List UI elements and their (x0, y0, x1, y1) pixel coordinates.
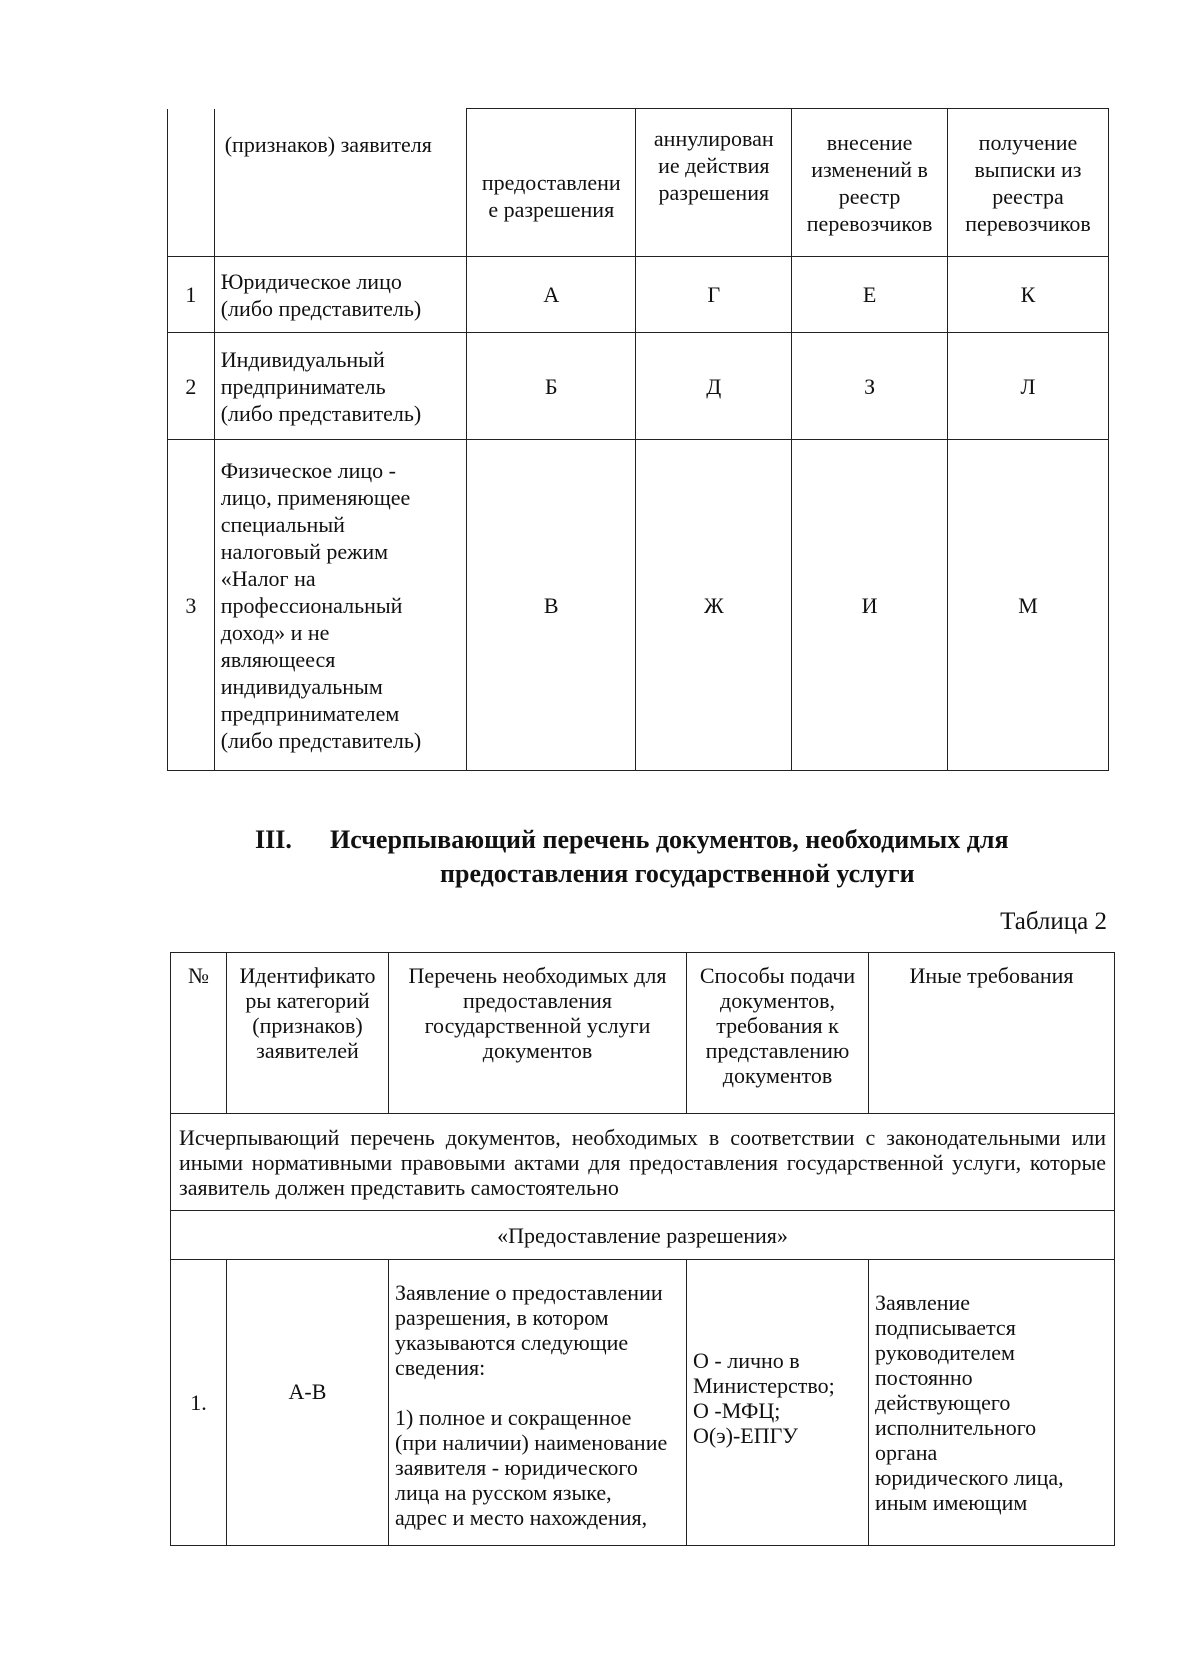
way-text: О -МФЦ; (693, 1397, 781, 1423)
header-text: документов, (720, 988, 835, 1013)
document-text: (при наличии) наименование (395, 1430, 668, 1455)
intro-row (171, 1114, 1115, 1211)
document-text: указываются следующие (395, 1330, 629, 1355)
requirement-text: Заявление (875, 1290, 971, 1315)
category-letter: Г (636, 257, 792, 333)
row-category (214, 333, 466, 440)
header-text: предоставления (463, 988, 612, 1013)
document-text: 1) полное и сокращенное (395, 1405, 632, 1430)
table1-header-row (168, 109, 1109, 257)
row-number: 3 (168, 440, 215, 771)
header-text: государственной услуги (424, 1013, 651, 1038)
requirement-text: постоянно (875, 1365, 973, 1390)
table-row (168, 333, 1109, 440)
table-row (168, 257, 1109, 333)
document-text: разрешения, в котором (395, 1305, 609, 1330)
requirement-text: юридического лица, (875, 1465, 1064, 1490)
document-text: Заявление о предоставлении (395, 1280, 663, 1305)
category-text: доход» и не (220, 619, 330, 645)
category-text: лицо, применяющее (220, 484, 411, 510)
requirement-text: подписывается (875, 1315, 1016, 1340)
way-text: Министерство; (693, 1372, 835, 1398)
document-text: сведения: (395, 1355, 486, 1380)
category-text: профессиональный (220, 592, 403, 618)
row-number: 1. (171, 1260, 227, 1546)
header-docs-cell (389, 953, 687, 1114)
header-other-cell: Иные требования (869, 953, 1115, 1114)
category-letter: М (947, 440, 1108, 771)
header-text: получение (978, 129, 1078, 155)
section-title-line: Исчерпывающий перечень документов, необходимых для (330, 825, 1009, 854)
category-letter: Ж (636, 440, 792, 771)
way-text: О(э)-ЕПГУ (693, 1422, 798, 1448)
header-col-extract (947, 109, 1108, 257)
row-other-requirements (869, 1260, 1115, 1546)
category-text: налоговый режим (220, 538, 389, 564)
category-text: индивидуальным (220, 673, 383, 699)
header-text: перевозчиков (965, 210, 1091, 236)
header-col-changes (792, 109, 948, 257)
category-text: Индивидуальный (220, 346, 385, 372)
requirement-text: иным имеющим (875, 1490, 1028, 1515)
header-text: Перечень необходимых для (408, 963, 667, 988)
header-text: документов (482, 1038, 593, 1063)
category-text: специальный (220, 511, 345, 537)
header-text: разрешения (658, 180, 770, 205)
header-text: заявителей (256, 1038, 359, 1063)
header-num-cell (168, 109, 215, 257)
row-number: 1 (168, 257, 215, 333)
documents-table (170, 952, 1115, 1546)
category-text: Юридическое лицо (220, 268, 402, 294)
header-text: (признаков) (252, 1013, 363, 1038)
header-text: аннулирован (653, 126, 774, 151)
category-letter: В (467, 440, 636, 771)
category-letter: Д (636, 333, 792, 440)
requirement-text: руководителем (875, 1340, 1015, 1365)
header-text: Идентификато (239, 963, 376, 988)
category-letter: И (792, 440, 948, 771)
category-text: Физическое лицо - (220, 457, 396, 483)
table-caption: Таблица 2 (1000, 908, 1107, 935)
requirement-text: действующего (875, 1390, 1011, 1415)
category-text: (либо представитель) (220, 727, 422, 753)
header-text: Способы подачи (699, 963, 856, 988)
row-ids: А-В (227, 1260, 389, 1546)
category-letter: К (947, 257, 1108, 333)
table-row (168, 440, 1109, 771)
header-text: предоставлени (481, 169, 621, 195)
category-letter: А (467, 257, 636, 333)
category-text: предприниматель (220, 373, 386, 399)
section-label: «Предоставление разрешения» (171, 1211, 1115, 1260)
category-letter: Л (947, 333, 1108, 440)
section-number: III. (255, 825, 292, 854)
header-text: ие действия (658, 153, 770, 178)
header-text: е разрешения (488, 196, 615, 222)
header-num-cell: № (171, 953, 227, 1114)
category-text: предпринимателем (220, 700, 400, 726)
section-row (171, 1211, 1115, 1260)
header-col-cancel (636, 109, 792, 257)
applicant-category-table (167, 108, 1109, 771)
header-text: реестра (992, 183, 1064, 209)
category-text: являющееся (220, 646, 336, 672)
category-letter: З (792, 333, 948, 440)
requirement-text: органа (875, 1440, 938, 1465)
requirement-text: исполнительного (875, 1415, 1037, 1440)
category-letter: Е (792, 257, 948, 333)
document-text: адрес и место нахождения, (395, 1505, 648, 1530)
header-text: внесение (826, 129, 913, 155)
header-text: реестр (838, 183, 901, 209)
header-ways-cell (687, 953, 869, 1114)
row-documents (389, 1260, 687, 1546)
table2-header-row (171, 953, 1115, 1114)
header-col-permit (467, 109, 636, 257)
header-text: изменений в (811, 156, 928, 182)
way-text: О - лично в (693, 1347, 800, 1373)
header-text: представлению (705, 1038, 850, 1063)
header-category-text: (признаков) заявителя (224, 131, 432, 157)
row-category (214, 440, 466, 771)
category-text: (либо представитель) (220, 295, 422, 321)
header-text: перевозчиков (806, 210, 933, 236)
document-text: лица на русском языке, (395, 1480, 612, 1505)
intro-text: Исчерпывающий перечень документов, необходимых в соответствии с законодательными или иными нормативными правовыми актами для предоставления государственной услуги, которые заявитель должен представить самостоятельно (171, 1114, 1115, 1211)
header-text: документов (722, 1063, 833, 1088)
document-text: заявителя - юридического (395, 1455, 638, 1480)
header-text: ры категорий (245, 988, 370, 1013)
category-letter: Б (467, 333, 636, 440)
header-ids-cell (227, 953, 389, 1114)
category-text: «Налог на (220, 565, 316, 591)
header-category-cell (214, 109, 466, 257)
row-submission-ways (687, 1260, 869, 1546)
section-title-line: предоставления государственной услуги (440, 859, 915, 888)
header-text: требования к (716, 1013, 839, 1038)
row-category (214, 257, 466, 333)
category-text: (либо представитель) (220, 400, 422, 426)
table-row (171, 1260, 1115, 1546)
header-text: выписки из (974, 156, 1082, 182)
row-number: 2 (168, 333, 215, 440)
